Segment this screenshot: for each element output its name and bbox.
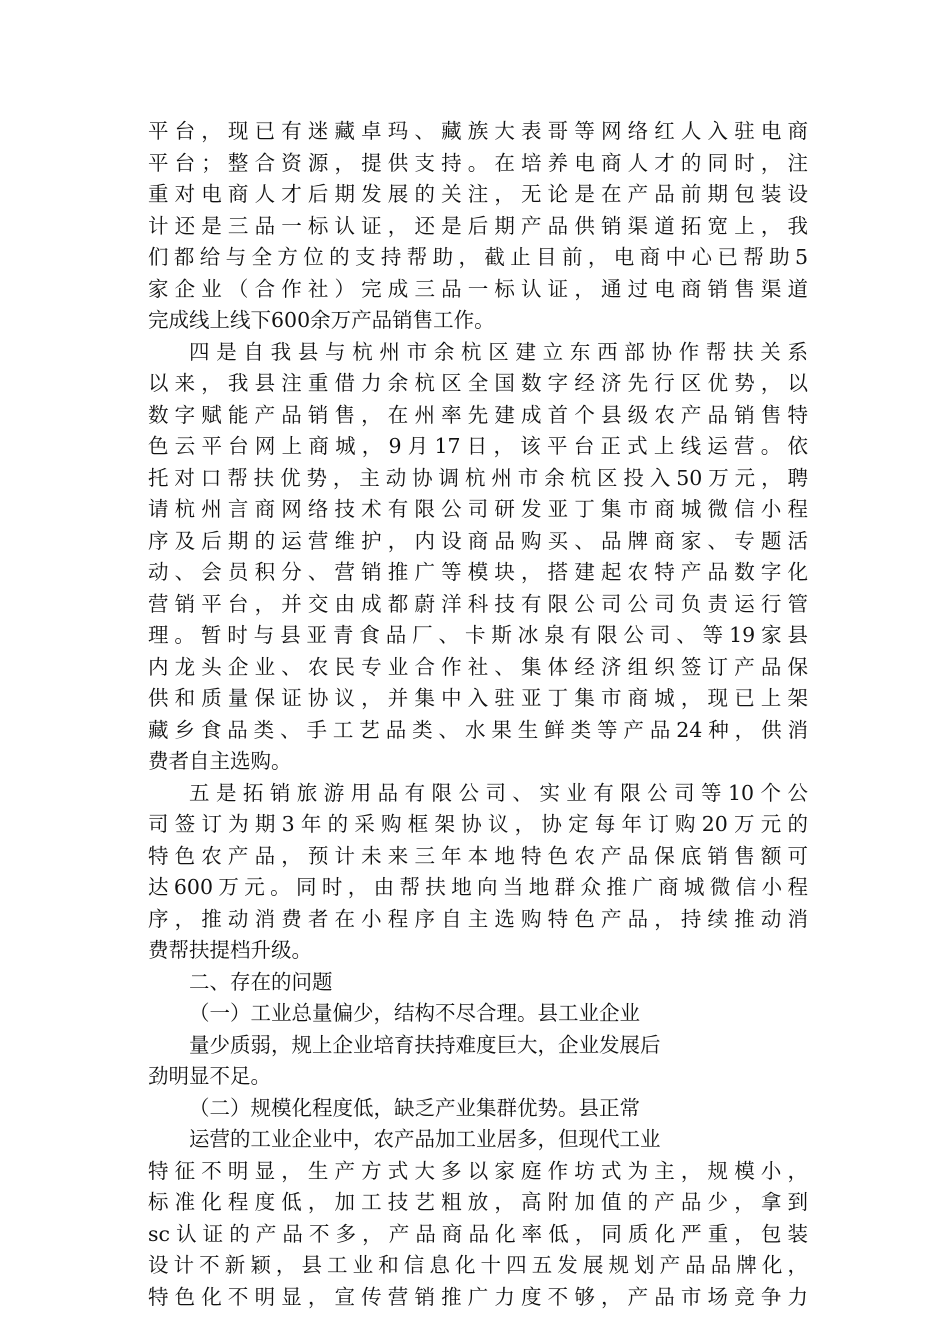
text-line: 托对口帮扶优势，主动协调杭州市余杭区投入50万元，聘: [148, 465, 808, 490]
text-line: 费者自主选购。: [148, 749, 292, 773]
text-line: 特色农产品，预计未来三年本地特色农产品保底销售额可: [148, 843, 808, 868]
text-line: 计还是三品一标认证，还是后期产品供销渠道拓宽上，我: [148, 213, 808, 238]
text-line: 家企业（合作社）完成三品一标认证，通过电商销售渠道: [148, 276, 808, 301]
text-line: 动、会员积分、营销推广等模块，搭建起农特产品数字化: [148, 560, 808, 584]
text-line: 数字赋能产品销售，在州率先建成首个县级农产品销售特: [148, 402, 808, 427]
text-line: 序，推动消费者在小程序自主选购特色产品，持续推动消: [148, 906, 808, 931]
text-line: 理。暂时与县亚青食品厂、卡斯冰泉有限公司、等19家县: [148, 623, 808, 647]
text-line: 藏乡食品类、手工艺品类、水果生鲜类等产品24种，供消: [148, 717, 808, 742]
text-line: 序及后期的运营维护，内设商品购买、品牌商家、专题活: [148, 528, 808, 553]
text-line: 供和质量保证协议，并集中入驻亚丁集市商城，现已上架: [148, 686, 808, 710]
text-line: （二）规模化程度低，缺乏产业集群优势。县正常: [189, 1095, 640, 1120]
text-line: 标准化程度低，加工技艺粗放，高附加值的产品少，拿到: [148, 1190, 808, 1214]
text-line: 内龙头企业、农民专业合作社、集体经济组织签订产品保: [148, 654, 808, 679]
text-line: 劲明显不足。: [148, 1064, 271, 1088]
text-line: 请杭州言商网络技术有限公司研发亚丁集市商城微信小程: [148, 497, 808, 521]
text-line: 完成线上线下600余万产品销售工作。: [148, 308, 495, 332]
text-line: 二、存在的问题: [189, 969, 333, 994]
text-line: 五是拓销旅游用品有限公司、实业有限公司等10个公: [189, 780, 808, 805]
text-line: 达600万元。同时，由帮扶地向当地群众推广商城微信小程: [148, 875, 808, 899]
text-line: 平台，现已有迷藏卓玛、藏族大表哥等网络红人入驻电商: [148, 119, 808, 143]
text-line: sc认证的产品不多，产品商品化率低，同质化严重，包装: [148, 1221, 808, 1246]
text-line: 费帮扶提档升级。: [148, 938, 312, 962]
text-line: 运营的工业企业中，农产品加工业居多，但现代工业: [189, 1127, 661, 1151]
text-line: 特征不明显，生产方式大多以家庭作坊式为主，规模小，: [148, 1158, 808, 1183]
text-line: 量少质弱，规上企业培育扶持难度巨大，企业发展后: [189, 1032, 661, 1057]
text-line: 特色化不明显，宣传营销推广力度不够，产品市场竞争力: [148, 1284, 808, 1309]
text-line: 四是自我县与杭州市余杭区建立东西部协作帮扶关系: [189, 339, 808, 364]
text-line: 营销平台，并交由成都蔚洋科技有限公司公司负责运行管: [148, 591, 808, 616]
text-line: （一）工业总量偏少，结构不尽合理。县工业企业: [189, 1001, 640, 1025]
text-line: 色云平台网上商城，9月17日，该平台正式上线运营。依: [148, 434, 808, 458]
text-line: 司签订为期3年的采购框架协议，协定每年订购20万元的: [148, 812, 808, 836]
text-line: 以来，我县注重借力余杭区全国数字经济先行区优势，以: [148, 371, 808, 395]
document-body: [148, 116, 808, 1313]
text-line: 平台；整合资源，提供支持。在培养电商人才的同时，注: [148, 150, 808, 175]
text-line: 们都给与全方位的支持帮助，截止目前，电商中心已帮助5: [148, 245, 808, 269]
text-line: 设计不新颖，县工业和信息化十四五发展规划产品品牌化，: [148, 1253, 808, 1277]
text-line: 重对电商人才后期发展的关注，无论是在产品前期包装设: [148, 182, 808, 206]
